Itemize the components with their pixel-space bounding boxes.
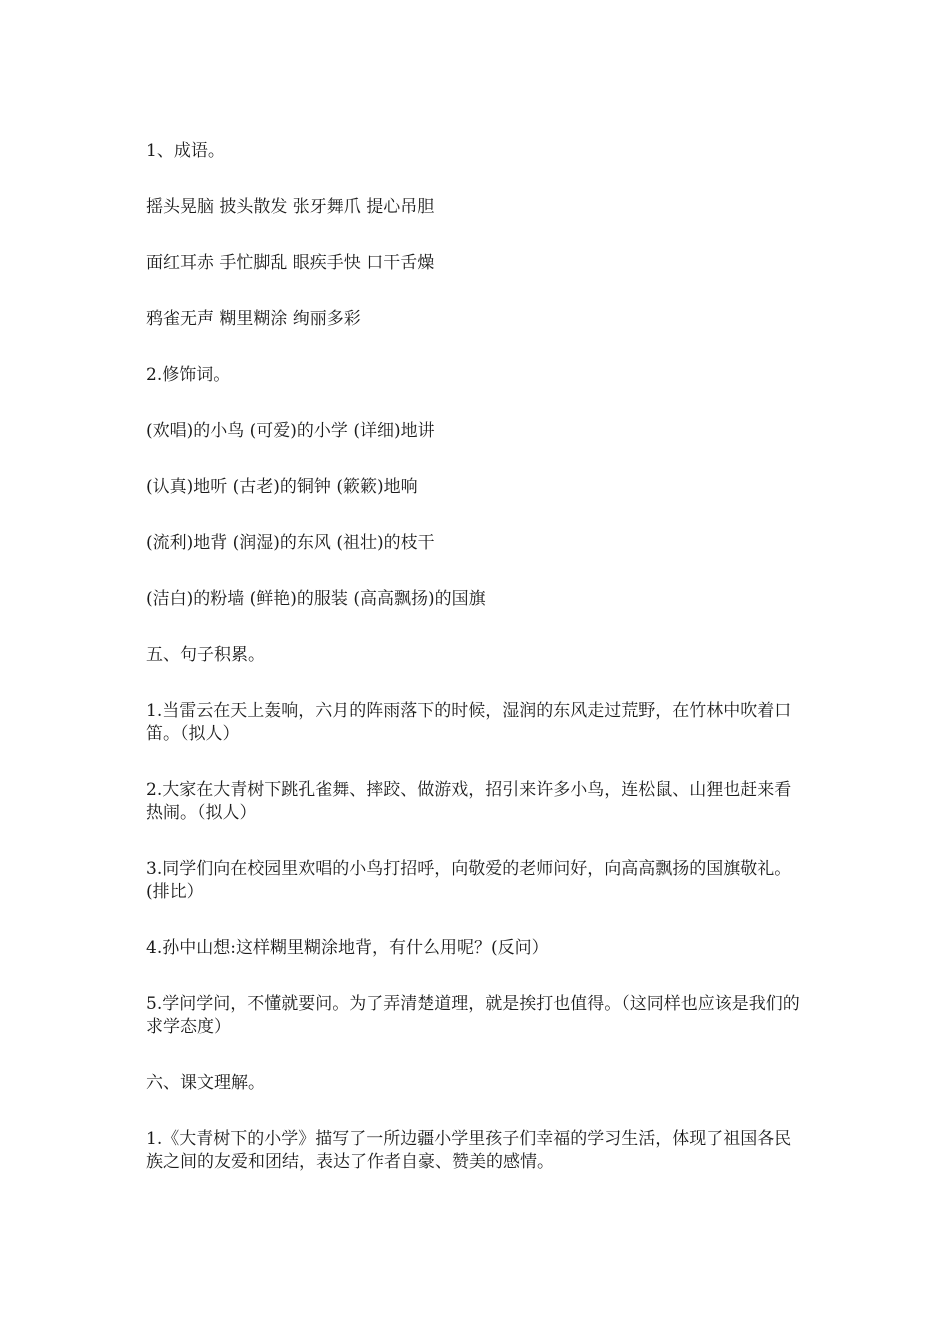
comprehension-item: 1.《大青树下的小学》描写了一所边疆小学里孩子们幸福的学习生活，体现了祖国各民族之间的友爱和团结，表达了作者自豪、赞美的感情。 (146, 1129, 792, 1172)
heading-comprehension: 六、课文理解。 (146, 1073, 265, 1093)
idiom-line: 摇头晃脑 披头散发 张牙舞爪 提心吊胆 (146, 197, 435, 217)
sentence-item: 2.大家在大青树下跳孔雀舞、摔跤、做游戏，招引来许多小鸟，连松鼠、山狸也赶来看热闹。（拟人） (146, 780, 792, 823)
sentence-item: 4.孙中山想:这样糊里糊涂地背，有什么用呢？(反问） (146, 938, 549, 958)
sentence-item: 1.当雷云在天上轰响，六月的阵雨落下的时候，湿润的东风走过荒野，在竹林中吹着口笛。（拟人） (146, 701, 792, 744)
sentence-item: 5.学问学问，不懂就要问。为了弄清楚道理，就是挨打也值得。（这同样也应该是我们的求学态度） (146, 994, 800, 1037)
idiom-line: 鸦雀无声 糊里糊涂 绚丽多彩 (146, 309, 361, 329)
document-body (146, 140, 806, 1207)
modifier-line: (流利)地背 (润湿)的东风 (祖壮)的枝干 (146, 533, 435, 553)
sentence-item: 3.同学们向在校园里欢唱的小鸟打招呼，向敬爱的老师问好，向高高飘扬的国旗敬礼。(排比） (146, 859, 792, 902)
heading-idioms: 1、成语。 (146, 141, 225, 161)
heading-sentences: 五、句子积累。 (146, 645, 265, 665)
modifier-line: (认真)地听 (古老)的铜钟 (簌簌)地响 (146, 477, 418, 497)
idiom-line: 面红耳赤 手忙脚乱 眼疾手快 口干舌燥 (146, 253, 435, 273)
modifier-line: (洁白)的粉墙 (鲜艳)的服装 (高高飘扬)的国旗 (146, 589, 486, 609)
modifier-line: (欢唱)的小鸟 (可爱)的小学 (详细)地讲 (146, 421, 435, 441)
heading-modifiers: 2.修饰词。 (146, 365, 231, 385)
